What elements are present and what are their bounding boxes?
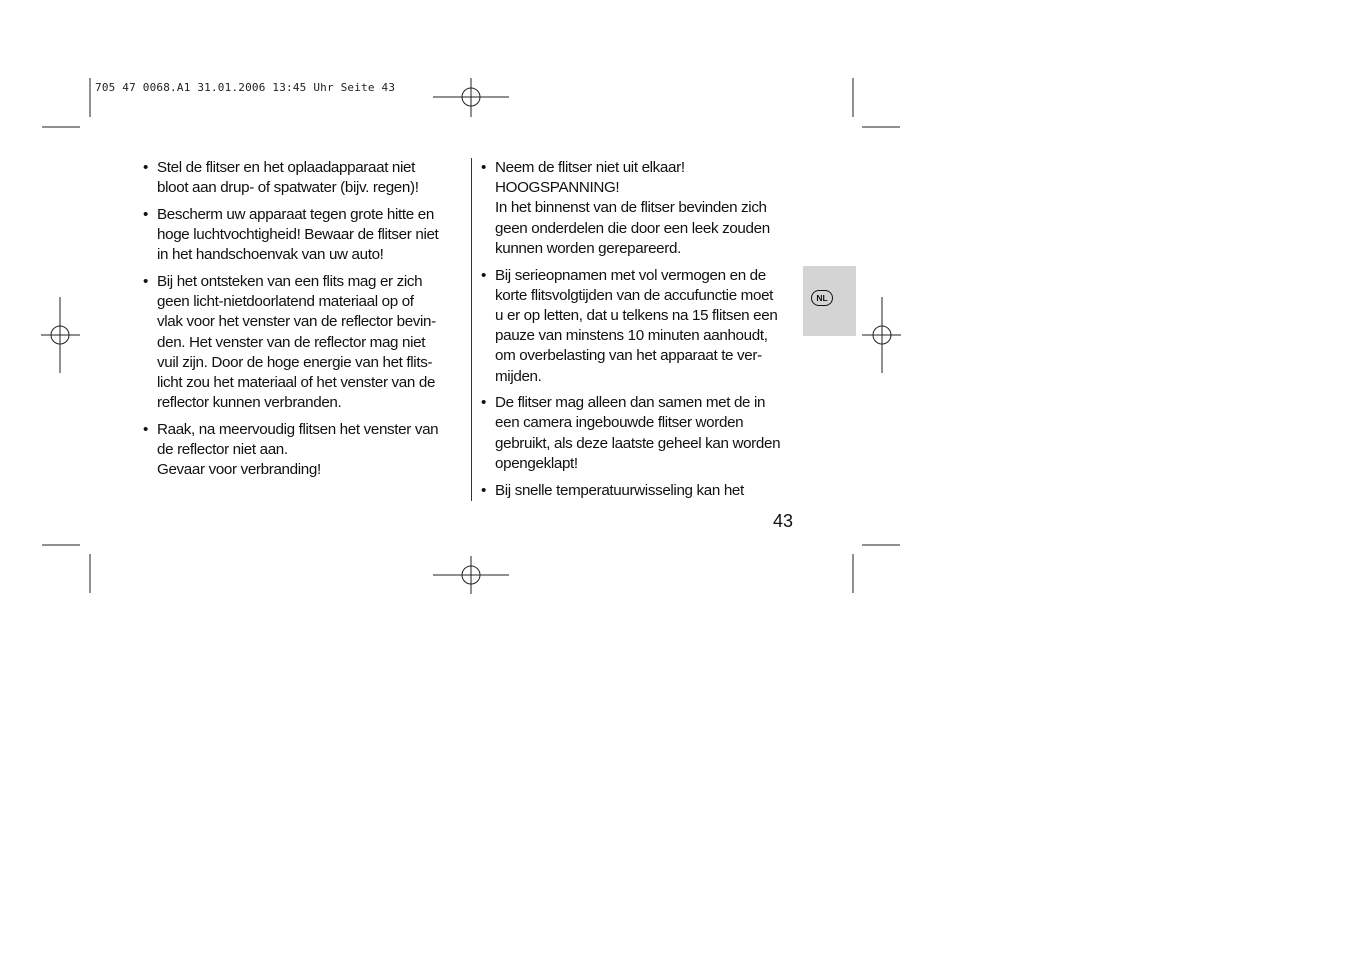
text-line: opengeklapt! bbox=[495, 454, 578, 472]
text-line: • Bescherm uw apparaat tegen grote hitte en bbox=[157, 205, 434, 223]
text-line: licht zou het materiaal of het venster van de bbox=[157, 374, 436, 392]
left-column bbox=[143, 158, 465, 487]
text-line: • De flitser mag alleen dan samen met de in bbox=[495, 394, 766, 412]
list-item bbox=[481, 393, 803, 474]
text-line: mijden. bbox=[495, 367, 542, 385]
text-line: pauze van minstens 10 minuten aanhoudt, bbox=[495, 327, 768, 345]
text-line: geen onderdelen die door een leek zouden bbox=[495, 219, 770, 237]
registration-mark bbox=[41, 297, 80, 373]
right-column bbox=[481, 158, 803, 507]
text-line: vuil zijn. Door de hoge energie van het flits- bbox=[157, 353, 433, 371]
text-line: HOOGSPANNING! bbox=[495, 179, 620, 197]
text-line: In het binnenst van de flitser bevinden zich bbox=[495, 199, 767, 217]
text-line: hoge luchtvochtigheid! Bewaar de flitser niet bbox=[157, 226, 439, 244]
list-item bbox=[143, 205, 465, 266]
text-line: • Raak, na meervoudig flitsen het venster van bbox=[157, 420, 439, 438]
text-line: om overbelasting van het apparaat te ver- bbox=[495, 347, 762, 365]
list-item bbox=[143, 158, 465, 198]
print-slug: 705 47 0068.A1 31.01.2006 13:45 Uhr Seite 43 bbox=[95, 81, 396, 94]
text-line: • Bij serieopnamen met vol vermogen en de bbox=[495, 266, 766, 284]
text-line: bloot aan drup- of spatwater (bijv. regen)! bbox=[157, 179, 419, 197]
text-line: den. Het venster van de reflector mag niet bbox=[157, 333, 426, 351]
text-line: gebruikt, als deze laatste geheel kan worden bbox=[495, 434, 781, 452]
text-line: geen licht-nietdoorlatend materiaal op of bbox=[157, 293, 414, 311]
registration-mark bbox=[433, 556, 509, 594]
text-line: kunnen worden gerepareerd. bbox=[495, 239, 681, 257]
text-line: een camera ingebouwde flitser worden bbox=[495, 414, 744, 432]
language-badge: NL bbox=[811, 290, 833, 306]
text-line: korte flitsvolgtijden van de accufunctie moet bbox=[495, 286, 774, 304]
text-line: u er op letten, dat u telkens na 15 flitsen een bbox=[495, 306, 778, 324]
registration-mark bbox=[433, 78, 509, 117]
text-line: vlak voor het venster van de reflector bevin- bbox=[157, 313, 436, 331]
text-line: • Neem de flitser niet uit elkaar! bbox=[495, 159, 685, 176]
registration-mark bbox=[862, 297, 901, 373]
text-line: • Stel de flitser en het oplaadapparaat niet bbox=[157, 159, 416, 176]
text-line: • Bij snelle temperatuurwisseling kan het bbox=[495, 481, 744, 499]
text-line: in het handschoenvak van uw auto! bbox=[157, 246, 384, 264]
text-line: • Bij het ontsteken van een flits mag er zich bbox=[157, 273, 423, 291]
list-item bbox=[481, 266, 803, 387]
page-number: 43 bbox=[773, 511, 794, 531]
text-line: de reflector niet aan. bbox=[157, 441, 288, 459]
list-item bbox=[143, 272, 465, 413]
column-divider bbox=[471, 158, 472, 501]
text-line: Gevaar voor verbranding! bbox=[157, 461, 321, 479]
list-item bbox=[481, 158, 803, 259]
text-line: reflector kunnen verbranden. bbox=[157, 394, 342, 412]
list-item bbox=[143, 420, 465, 481]
list-item bbox=[481, 481, 803, 501]
